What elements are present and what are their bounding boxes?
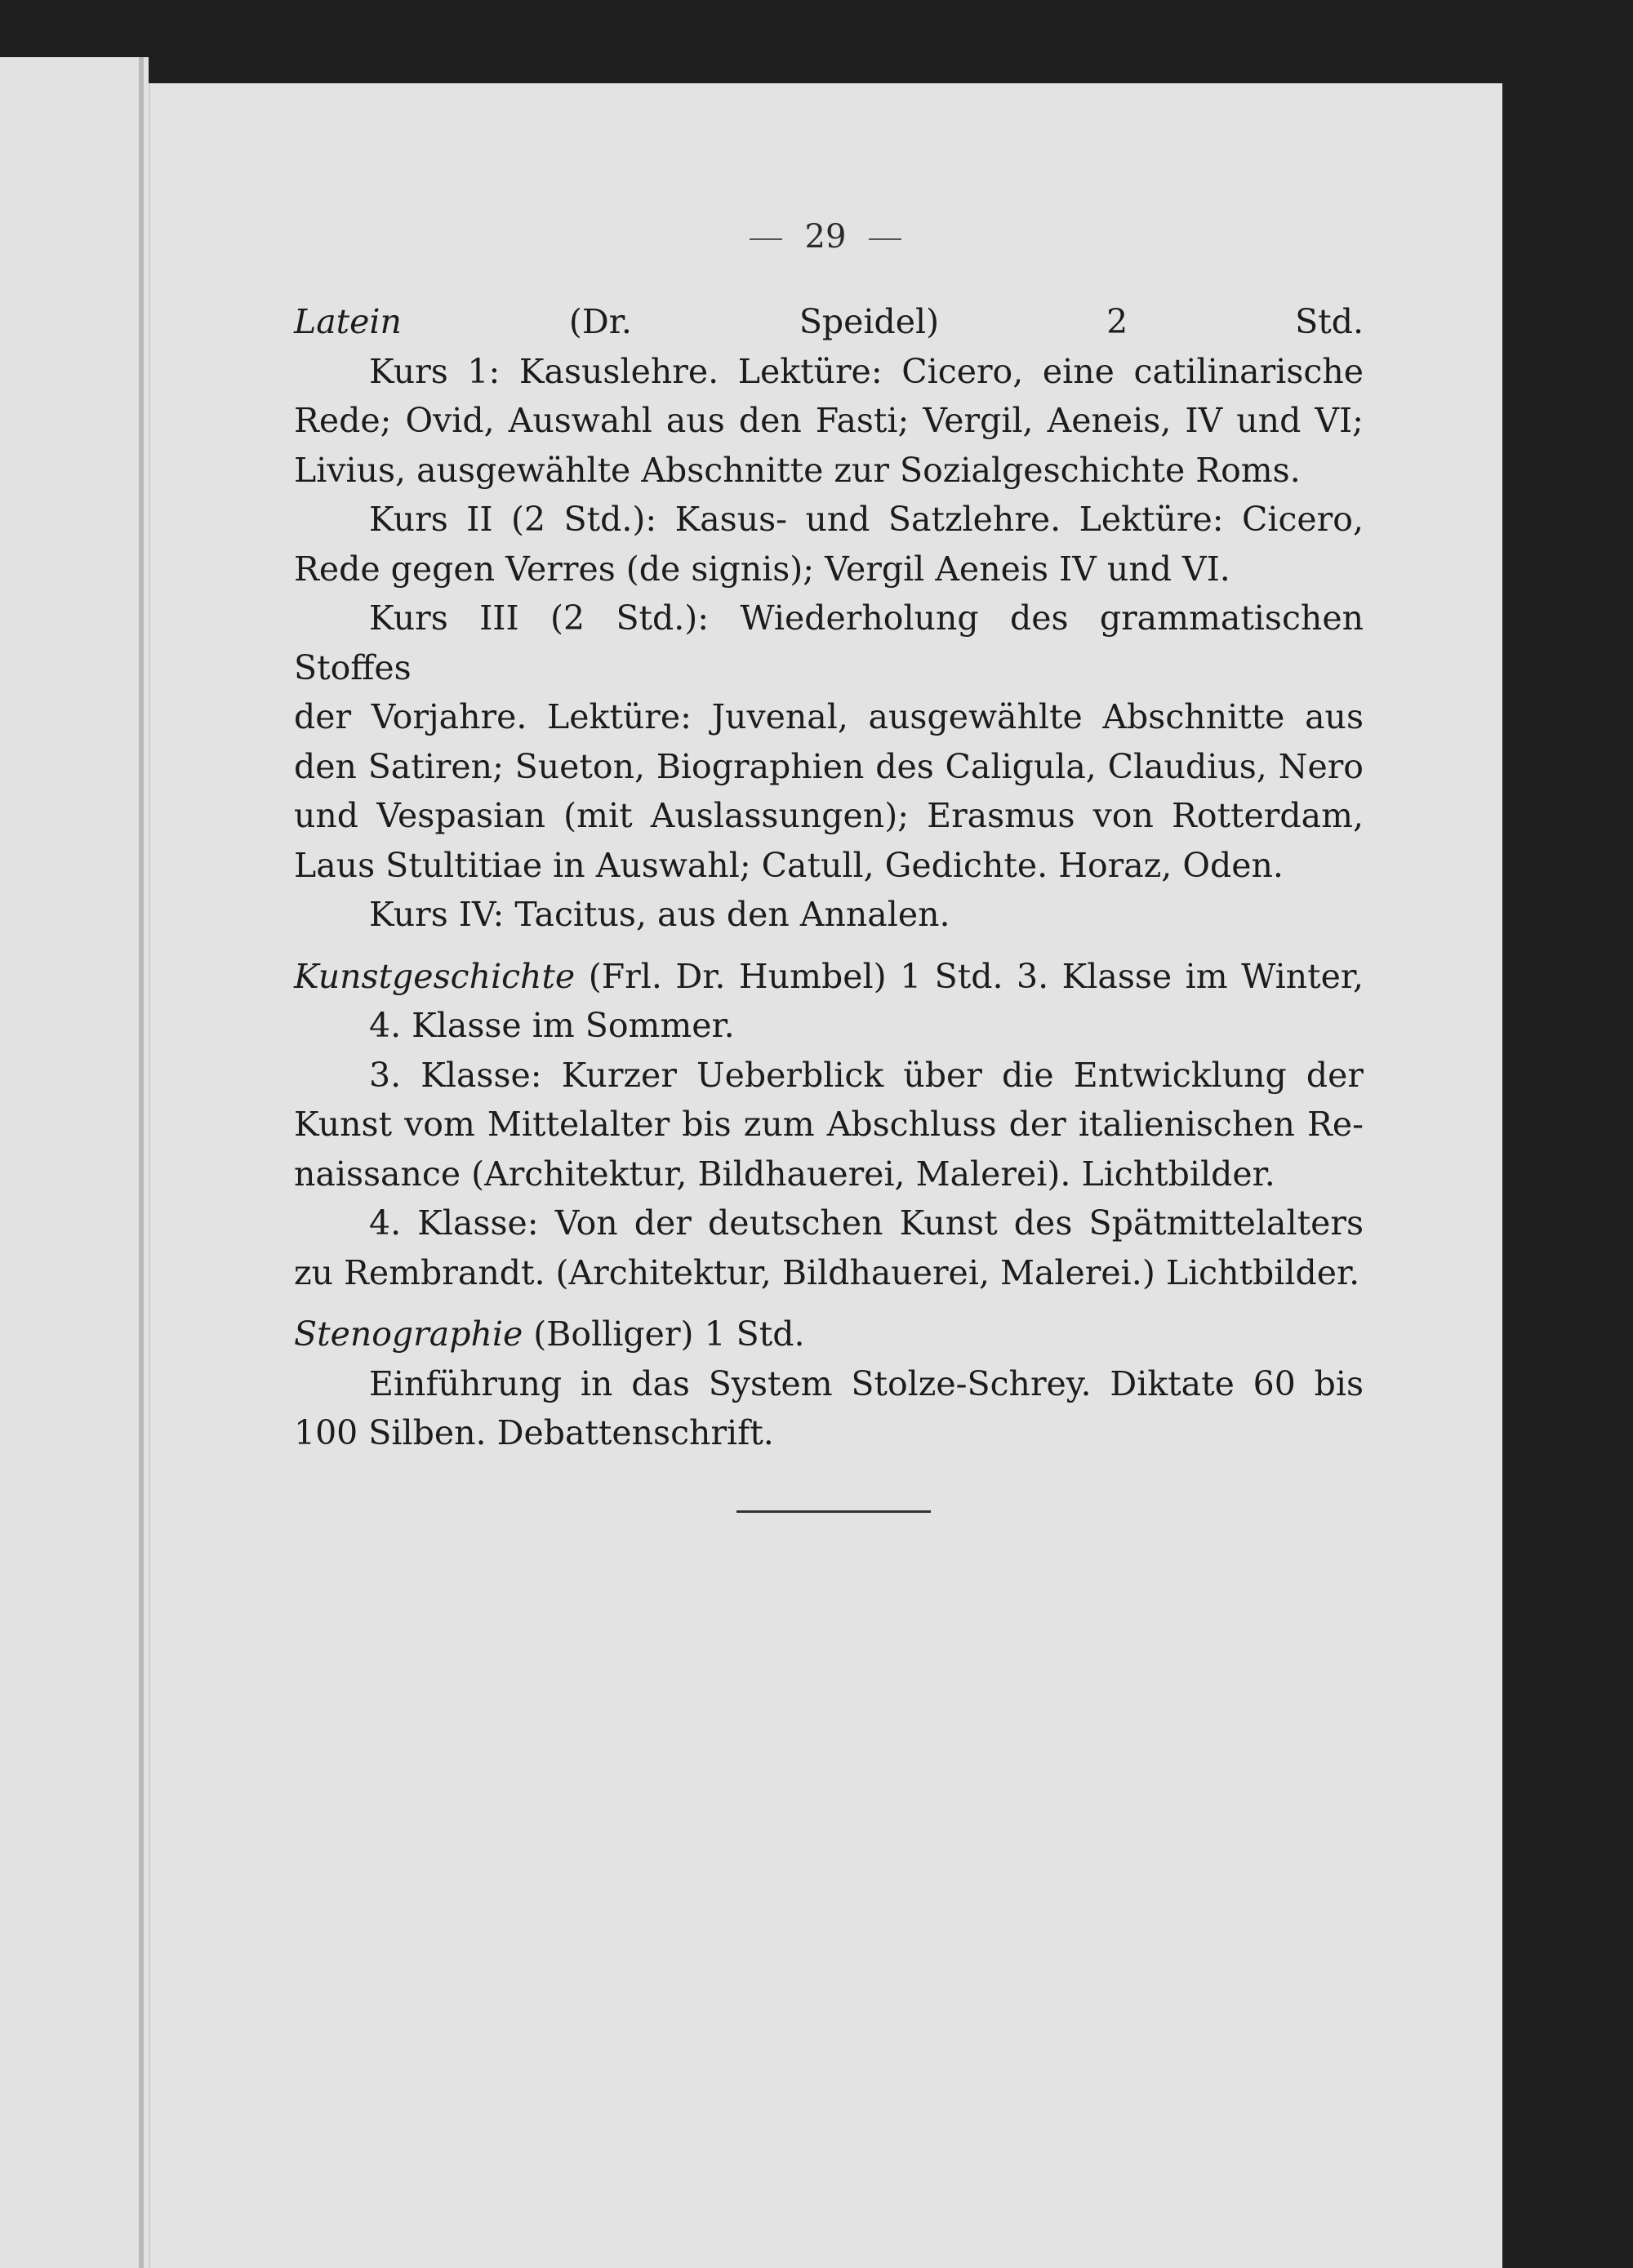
stenographie-heading-details: (Bolliger) 1 Std. — [533, 1314, 805, 1354]
text-line: Laus Stultitiae in Auswahl; Catull, Gedichte. Horaz, Oden. — [294, 845, 1284, 885]
body-text — [294, 297, 1364, 1458]
text-line: zu Rembrandt. (Architektur, Bildhauerei, Malerei.) Lichtbilder. — [294, 1252, 1360, 1292]
subject-stenographie: Stenographie — [294, 1314, 523, 1354]
text-line: Livius, ausgewählte Abschnitte zur Sozialgeschichte Roms. — [294, 450, 1301, 490]
latein-heading-details: (Dr. Speidel) 2 Std. — [568, 302, 1364, 341]
kunstgeschichte-heading-details: (Frl. Dr. Humbel) 1 Std. 3. Klasse im Winter, — [588, 956, 1364, 996]
paragraph-gap — [294, 940, 1364, 952]
left-dash — [750, 238, 782, 240]
text-line: Kunst vom Mittelalter bis zum Abschluss der italienischen Re- — [294, 1105, 1364, 1144]
text-line: 4. Klasse im Sommer. — [369, 1006, 735, 1045]
text-line: Einführung in das System Stolze-Schrey. Diktate 60 bis — [369, 1363, 1364, 1403]
right-dash — [869, 238, 901, 240]
text-line: Kurs IV: Tacitus, aus den Annalen. — [369, 895, 950, 934]
text-line: 4. Klasse: Von der deutschen Kunst des Spätmittelalters — [369, 1203, 1364, 1243]
text-line: Kurs III (2 Std.): Wiederholung des grammatischen Stoffes — [294, 598, 1364, 687]
book-page — [149, 83, 1502, 2268]
text-line: naissance (Architektur, Bildhauerei, Malerei). Lichtbilder. — [294, 1154, 1275, 1194]
kunstgeschichte-heading — [294, 952, 1364, 1002]
subject-latein: Latein — [294, 302, 402, 341]
latein-heading — [294, 297, 1364, 347]
text-line: 3. Klasse: Kurzer Ueberblick über die Entwicklung der — [369, 1055, 1364, 1095]
end-rule — [736, 1510, 931, 1513]
gutter-shadow — [139, 57, 144, 2268]
page-number: 29 — [149, 218, 1502, 256]
subject-kunstgeschichte: Kunstgeschichte — [294, 956, 576, 996]
stenographie-heading — [294, 1310, 1364, 1359]
text-line: Rede gegen Verres (de signis); Vergil Aeneis IV und VI. — [294, 549, 1230, 589]
text-line: Kurs II (2 Std.): Kasus- und Satzlehre. Lektüre: Cicero, — [369, 500, 1364, 539]
text-line: Rede; Ovid, Auswahl aus den Fasti; Vergil, Aeneis, IV und VI; — [294, 401, 1364, 440]
text-line: Kurs 1: Kasuslehre. Lektüre: Cicero, eine catilinarische — [369, 351, 1364, 391]
text-line: den Satiren; Sueton, Biographien des Caligula, Claudius, Nero — [294, 746, 1364, 786]
paragraph-gap — [294, 1297, 1364, 1310]
previous-page-edge — [0, 57, 149, 2268]
text-line: der Vorjahre. Lektüre: Juvenal, ausgewählte Abschnitte aus — [294, 697, 1364, 736]
text-line: 100 Silben. Debattenschrift. — [294, 1413, 774, 1452]
text-line: und Vespasian (mit Auslassungen); Erasmus von Rotterdam, — [294, 796, 1364, 835]
